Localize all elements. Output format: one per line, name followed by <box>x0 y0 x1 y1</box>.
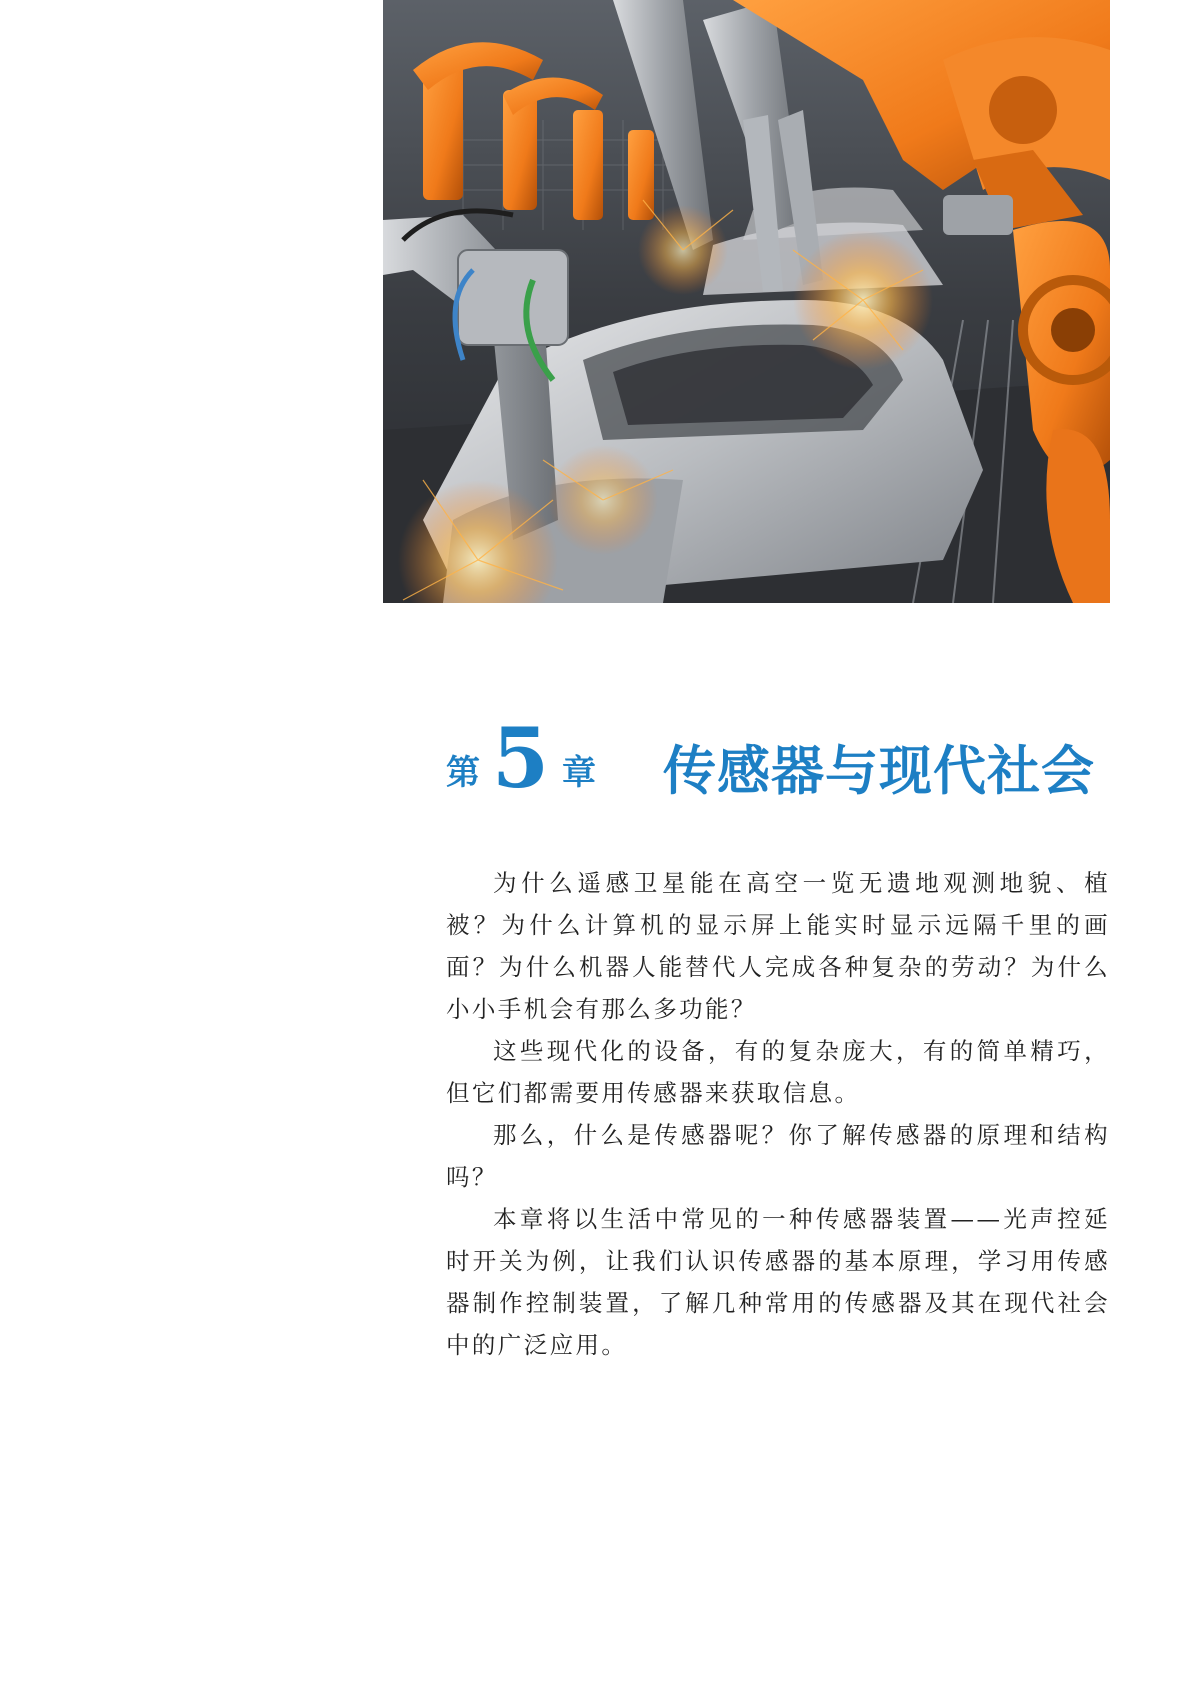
chapter-number: 5 <box>492 711 550 807</box>
chapter-title: 传感器与现代社会 <box>663 741 1095 802</box>
intro-paragraph: 那么，什么是传感器呢？你了解传感器的原理和结构吗？ <box>446 1121 1110 1191</box>
chapter-prefix: 第 <box>446 753 480 793</box>
chapter-intro <box>446 862 1110 1366</box>
chapter-suffix: 章 <box>562 753 596 793</box>
intro-paragraph: 为什么遥感卫星能在高空一览无遗地观测地貌、植被？为什么计算机的显示屏上能实时显示远隔千里的画面？为什么机器人能替代人完成各种复杂的劳动？为什么小小手机会有那么多功能？ <box>446 869 1110 1023</box>
chapter-hero-image <box>383 0 1110 603</box>
robot-assembly-line-illustration <box>383 0 1110 603</box>
chapter-heading <box>446 711 1116 808</box>
intro-paragraph: 这些现代化的设备，有的复杂庞大，有的简单精巧，但它们都需要用传感器来获取信息。 <box>446 1037 1110 1107</box>
intro-paragraph: 本章将以生活中常见的一种传感器装置——光声控延时开关为例，让我们认识传感器的基本原理，学习用传感器制作控制装置，了解几种常用的传感器及其在现代社会中的广泛应用。 <box>446 1205 1110 1359</box>
